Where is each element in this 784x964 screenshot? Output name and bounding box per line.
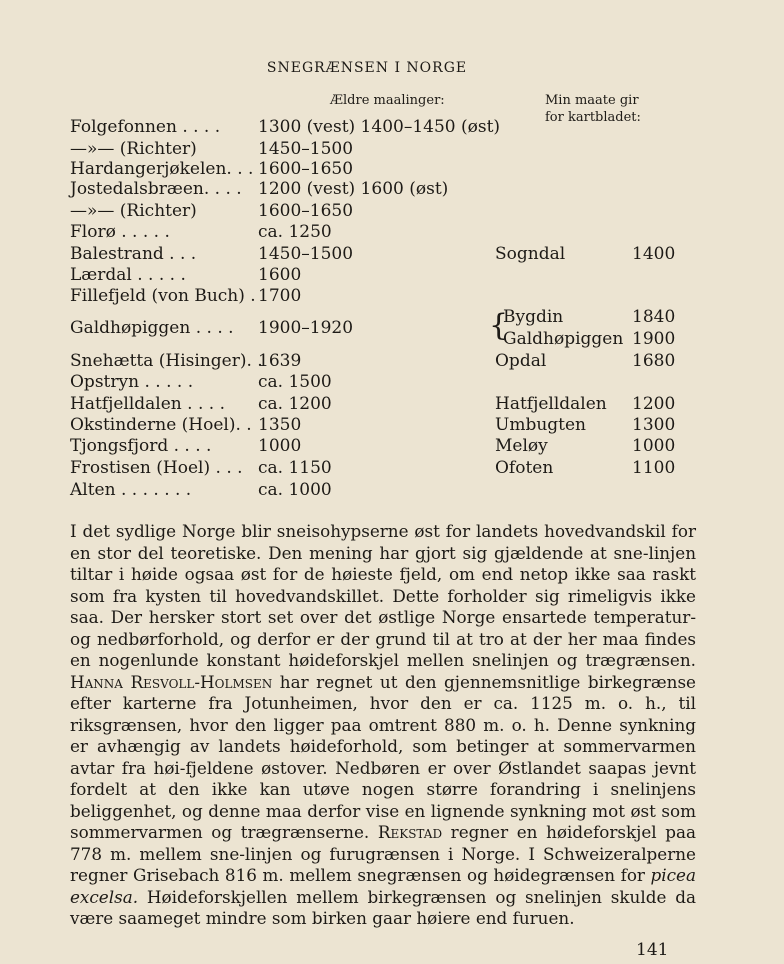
older-measurement: 1700 [258, 286, 302, 306]
right-value: 1900 [632, 329, 676, 349]
table-row [0, 435, 784, 457]
right-name: Hatfjelldalen [495, 394, 607, 414]
species-name: picea excelsa. [70, 865, 696, 907]
older-measurement: 1450–1500 [258, 244, 354, 264]
place-name: —»— (Richter) [70, 201, 197, 221]
right-name: Meløy [495, 436, 548, 456]
place-name: Snehætta (Hisinger). . [70, 351, 263, 371]
older-measurement: 1600–1650 [258, 159, 354, 179]
place-name: —»— (Richter) [70, 139, 197, 159]
table-row [0, 285, 784, 307]
brace-glyph: { [489, 308, 509, 343]
right-name: Umbugten [495, 415, 587, 435]
text-run: regner en høideforskjel paa 778 m. mellem sne-linjen og furugrænsen i Norge. I Schweizeralperne regner Grisebach 816 m. mellem snegrænsen og høidegrænsen for [70, 822, 696, 885]
older-measurement: ca. 1000 [258, 480, 332, 500]
right-value: 1200 [632, 394, 676, 414]
older-measurement: ca. 1500 [258, 372, 332, 392]
right-name: Sogndal [495, 244, 566, 264]
right-value: 1100 [632, 458, 676, 478]
table-row [0, 221, 784, 243]
table-row [0, 328, 784, 350]
text-run: Høideforskjellen mellem birkegrænsen og snelinjen skulde da være saameget mindre som birken gaar høiere end furuen. [70, 886, 696, 928]
table-row [0, 138, 784, 160]
page-number: 141 [636, 940, 669, 960]
table-row [0, 116, 784, 138]
place-name: Florø . . . . . [70, 222, 170, 242]
text-run: I det sydlige Norge blir sneisohypserne øst for landets hovedvandskil for en stor del teoretiske. Den mening har gjort sig gjældende at sne-linjen tiltar i høide ogsaa øst for de høieste fjeld, om end netop ikke saa raskt som fra kysten til hovedvandskillet. Dette forholder sig rimeligvis ikke saa. Der hersker stort set over det østlige Norge ensartede temperatur- og nedbørforhold, og derfor er der grund til at tro at der her maa findes en nogenlunde konstant høideforskjel mellen snelinjen og trægrænsen. [70, 521, 696, 670]
table-row [0, 264, 784, 286]
older-measurement: 1300 (vest) 1400–1450 (øst) [258, 117, 501, 137]
place-name: Alten . . . . . . . [70, 480, 192, 500]
older-measurement: ca. 1150 [258, 458, 332, 478]
right-name: Ofoten [495, 458, 554, 478]
older-measurement: 1639 [258, 351, 302, 371]
table-row [0, 178, 784, 200]
place-name: Folgefonnen . . . . [70, 117, 221, 137]
author-name: Rekstad [377, 822, 443, 842]
table-row [0, 414, 784, 436]
older-measurement: ca. 1200 [258, 394, 332, 414]
column-header-mine: Min maate gir for kartbladet: [545, 93, 641, 125]
right-value: 1400 [632, 244, 676, 264]
place-name: Galdhøpiggen . . . . [70, 318, 234, 338]
table-row [0, 350, 784, 372]
place-name: Tjongsfjord . . . . [70, 436, 212, 456]
older-measurement: 1450–1500 [258, 139, 354, 159]
table-row [0, 243, 784, 265]
table-row [0, 371, 784, 393]
place-name: Balestrand . . . [70, 244, 197, 264]
older-measurement: 1350 [258, 415, 302, 435]
table-row [0, 200, 784, 222]
right-name: Bygdin [503, 307, 564, 327]
table-row [0, 158, 784, 180]
column-header-old: Ældre maalinger: [330, 93, 445, 108]
older-measurement: 1600 [258, 265, 302, 285]
place-name: Lærdal . . . . . [70, 265, 186, 285]
older-measurement: 1600–1650 [258, 201, 354, 221]
table-row [0, 457, 784, 479]
place-name: Jostedalsbræen. . . . [70, 179, 242, 199]
right-name: Galdhøpiggen [503, 329, 624, 349]
table-row [0, 479, 784, 501]
place-name: Opstryn . . . . . [70, 372, 194, 392]
right-value: 1680 [632, 351, 676, 371]
author-name: Hanna Resvoll-Holmsen [70, 671, 273, 692]
table-row [0, 393, 784, 415]
older-measurement: 1200 (vest) 1600 (øst) [258, 179, 449, 199]
text-run: har regnet ut den gjennemsnitlige birkegrænse efter karterne fra Jotunheimen, hvor den er ca. 1125 m. o. h., til riksgrænsen, hvor den ligger paa omtrent 880 m. o. h. Denne synkning er avhængig av landets høideforhold, som betinger at sommervarmen avtar fra høi-fjeldene østover. Nedbøren er over Østlandet saapas jevnt fordelt at den ikke kan utøve nogen større forandring i snelinjens beliggenhet, og denne maa derfor vise en lignende synkning mot øst som sommervarmen og trægrænserne. [70, 671, 696, 842]
place-name: Frostisen (Hoel) . . . [70, 458, 243, 478]
body-paragraph [70, 521, 696, 930]
older-measurement: 1900–1920 [258, 318, 354, 338]
older-measurement: 1000 [258, 436, 302, 456]
right-name: Opdal [495, 351, 547, 371]
place-name: Fillefjeld (von Buch) . [70, 286, 256, 306]
table-row [0, 306, 784, 328]
right-value: 1000 [632, 436, 676, 456]
place-name: Okstinderne (Hoel). . [70, 415, 252, 435]
right-value: 1840 [632, 307, 676, 327]
place-name: Hardangerjøkelen. . . [70, 159, 254, 179]
older-measurement: ca. 1250 [258, 222, 332, 242]
running-head: SNEGRÆNSEN I NORGE [266, 60, 468, 76]
place-name: Hatfjelldalen . . . . [70, 394, 225, 414]
right-value: 1300 [632, 415, 676, 435]
